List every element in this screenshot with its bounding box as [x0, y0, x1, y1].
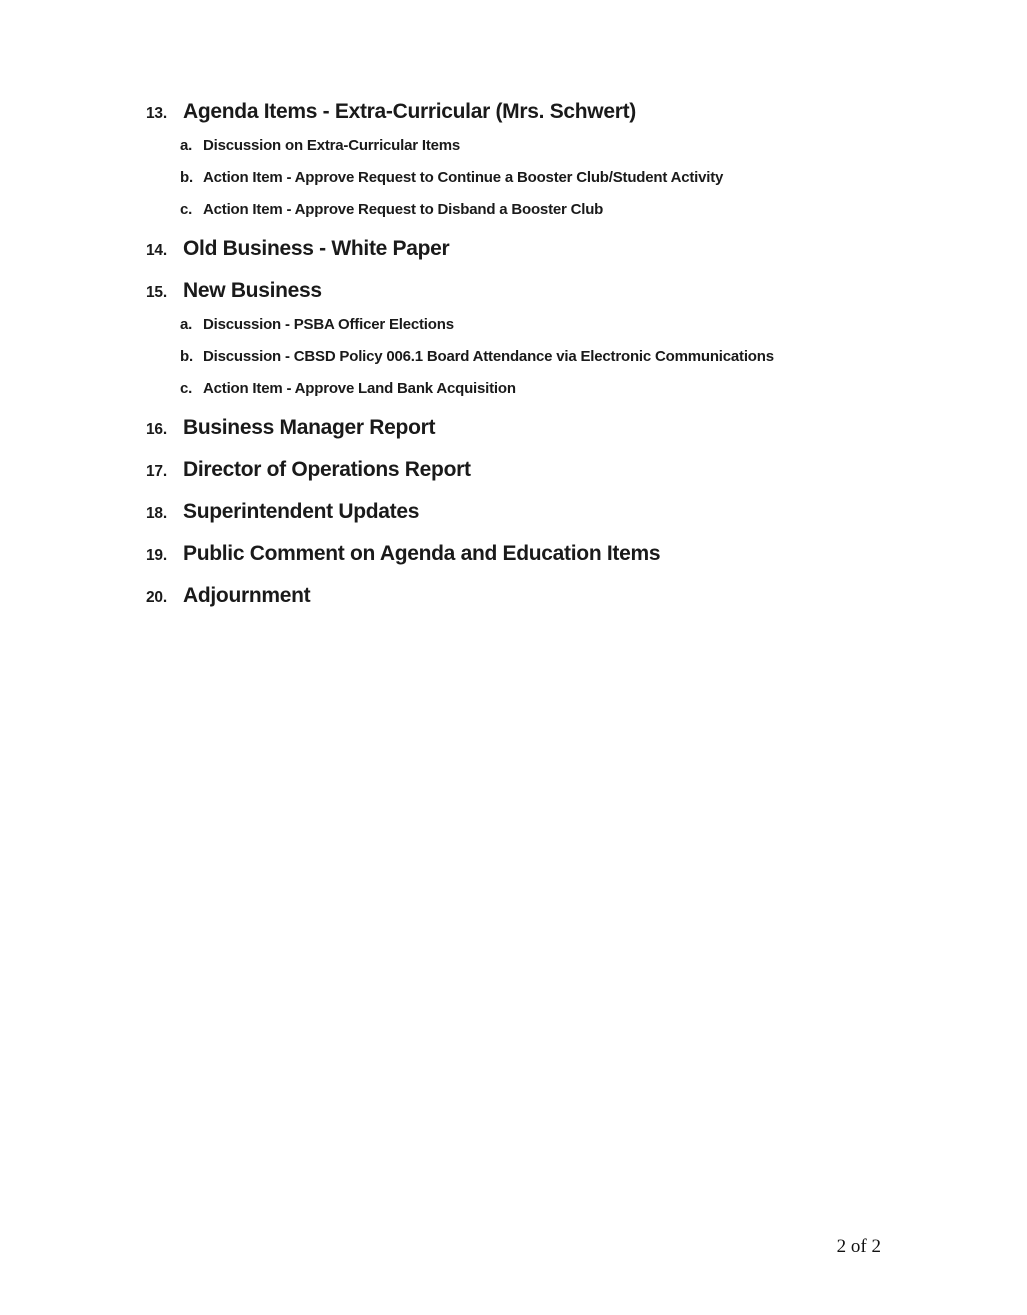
item-title: New Business — [183, 279, 322, 302]
item-number: 13. — [146, 105, 167, 122]
item-title: Business Manager Report — [183, 416, 436, 439]
sub-item-list — [146, 317, 906, 397]
agenda-item-17 — [146, 458, 906, 481]
item-title: Agenda Items - Extra-Curricular (Mrs. Schwert) — [183, 100, 636, 123]
item-heading — [146, 279, 906, 302]
agenda-item-16 — [146, 416, 906, 439]
sub-item-letter: b. — [180, 169, 193, 186]
sub-item-letter: c. — [180, 380, 193, 397]
item-number: 15. — [146, 284, 167, 301]
item-heading — [146, 416, 906, 439]
agenda-item-13 — [146, 100, 906, 218]
sub-item — [146, 381, 906, 397]
sub-item-text: Action Item - Approve Request to Continue a Booster Club/Student Activity — [203, 169, 724, 186]
sub-item — [146, 317, 906, 333]
item-title: Director of Operations Report — [183, 458, 471, 481]
item-heading — [146, 100, 906, 123]
sub-item-letter: a. — [180, 316, 193, 333]
sub-item — [146, 170, 906, 186]
item-title: Superintendent Updates — [183, 500, 420, 523]
item-title: Adjournment — [183, 584, 311, 607]
sub-item-text: Discussion - PSBA Officer Elections — [203, 316, 454, 333]
agenda-list — [146, 100, 906, 607]
sub-item-text: Discussion - CBSD Policy 006.1 Board Attendance via Electronic Communications — [203, 348, 774, 365]
page-number: 2 of 2 — [836, 1236, 881, 1257]
agenda-item-14 — [146, 237, 906, 260]
item-number: 16. — [146, 421, 167, 438]
agenda-item-20 — [146, 584, 906, 607]
sub-item — [146, 202, 906, 218]
item-number: 17. — [146, 463, 167, 480]
item-number: 19. — [146, 547, 167, 564]
sub-item — [146, 349, 906, 365]
item-heading — [146, 500, 906, 523]
item-number: 20. — [146, 589, 167, 606]
sub-item-letter: b. — [180, 348, 193, 365]
sub-item-list — [146, 138, 906, 218]
sub-item-letter: c. — [180, 201, 193, 218]
agenda-item-18 — [146, 500, 906, 523]
item-heading — [146, 237, 906, 260]
agenda-item-19 — [146, 542, 906, 565]
item-heading — [146, 584, 906, 607]
sub-item-text: Discussion on Extra-Curricular Items — [203, 137, 461, 154]
item-title: Old Business - White Paper — [183, 237, 450, 260]
item-title: Public Comment on Agenda and Education Items — [183, 542, 661, 565]
item-heading — [146, 458, 906, 481]
agenda-item-15 — [146, 279, 906, 397]
sub-item-letter: a. — [180, 137, 193, 154]
item-number: 14. — [146, 242, 167, 259]
sub-item — [146, 138, 906, 154]
sub-item-text: Action Item - Approve Request to Disband a Booster Club — [203, 201, 604, 218]
sub-item-text: Action Item - Approve Land Bank Acquisition — [203, 380, 516, 397]
item-heading — [146, 542, 906, 565]
item-number: 18. — [146, 505, 167, 522]
